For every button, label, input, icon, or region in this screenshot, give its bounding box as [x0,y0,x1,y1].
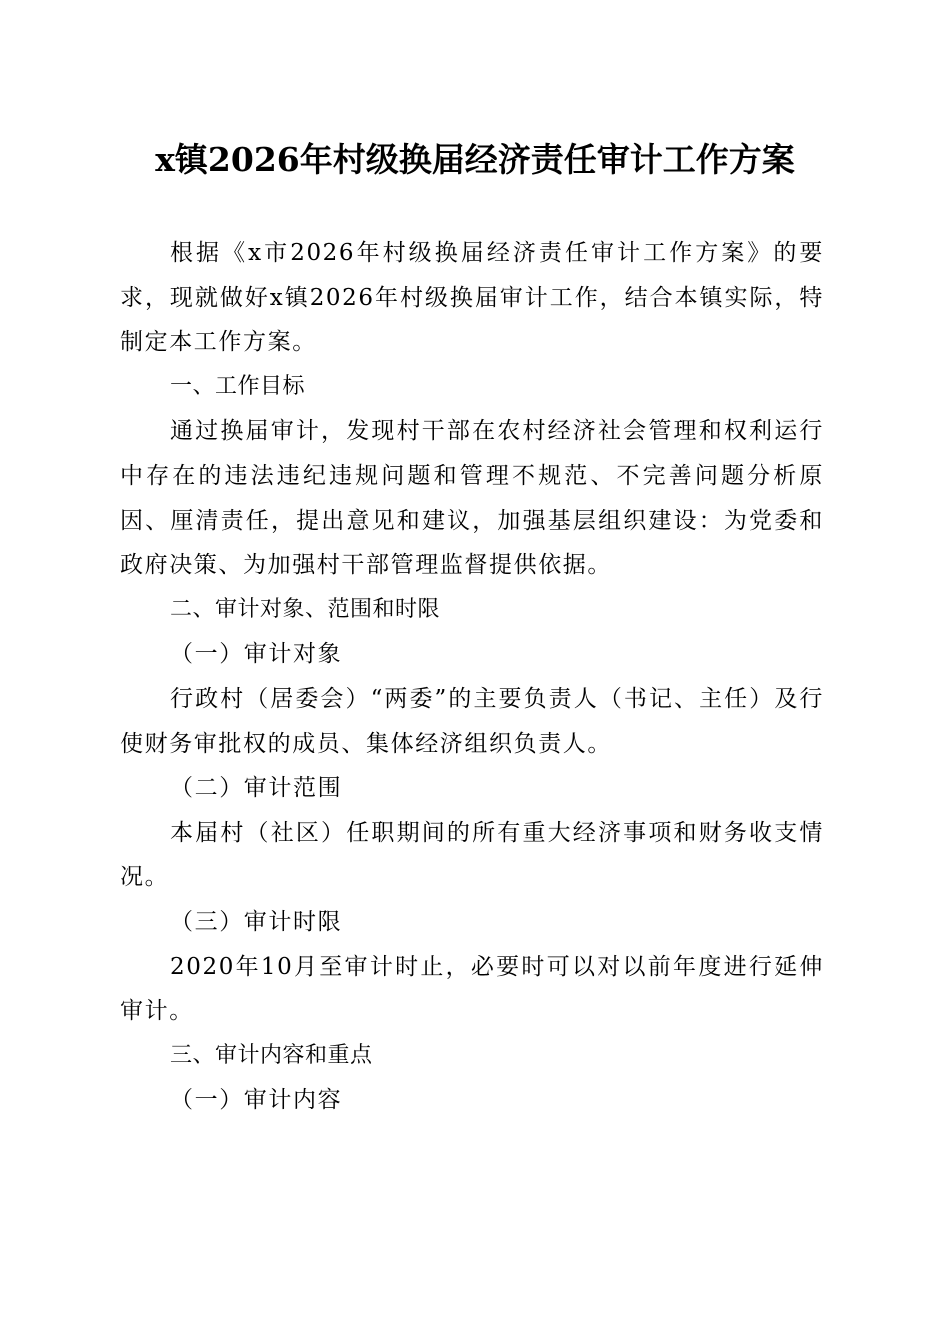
subheading-audit-content: （一）审计内容 [170,1087,343,1114]
document-body [120,231,824,1123]
goals-paragraph: 通过换届审计，发现村干部在农村经济社会管理和权利运行中存在的违法违纪违规问题和管理不规范、不完善问题分析原因、厘清责任，提出意见和建议，加强基层组织建设：为党委和政府决策、为加强村干部管理监督提供依据。 [120,418,824,579]
section-heading-goals: 一、工作目标 [170,373,306,399]
subheading-audit-range: （二）审计范围 [170,775,343,802]
audit-target-paragraph: 行政村（居委会）“两委”的主要负责人（书记、主任）及行使财务审批权的成员、集体经济组织负责人。 [120,685,824,757]
subheading-audit-period: （三）审计时限 [170,908,343,935]
section-heading-content: 三、审计内容和重点 [170,1042,373,1068]
section-heading-scope: 二、审计对象、范围和时限 [170,596,441,622]
document-title: x镇2026年村级换届经济责任审计工作方案 [155,140,795,179]
audit-period-paragraph: 2020年10月至审计时止，必要时可以对以前年度进行延伸审计。 [120,953,824,1025]
audit-range-paragraph: 本届村（社区）任职期间的所有重大经济事项和财务收支情况。 [120,819,824,891]
subheading-audit-target: （一）审计对象 [170,641,343,668]
intro-paragraph: 根据《x市2026年村级换届经济责任审计工作方案》的要求，现就做好x镇2026年村级换届审计工作，结合本镇实际，特制定本工作方案。 [120,240,824,356]
